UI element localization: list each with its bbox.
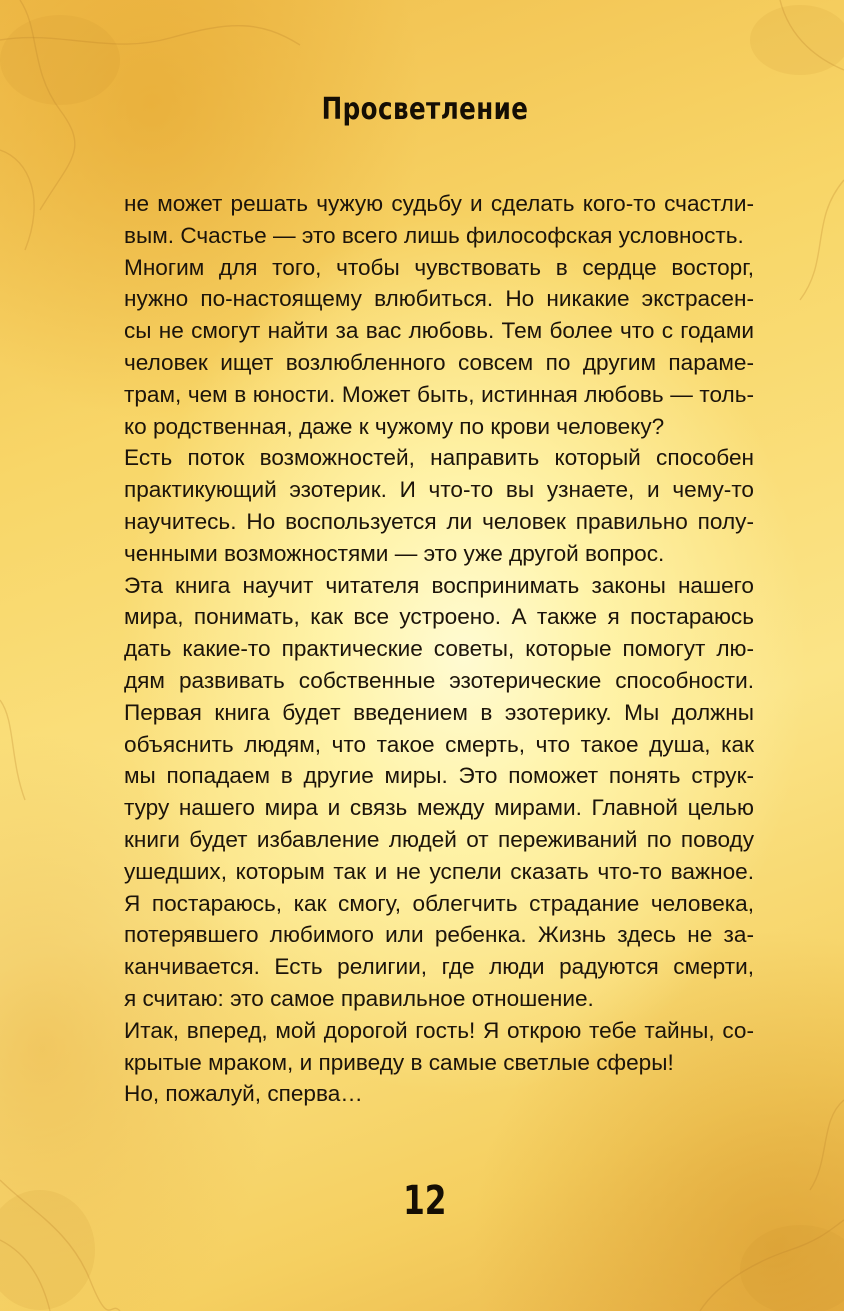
text-line: человек ищет возлюбленного совсем по другим параме- <box>124 349 754 375</box>
text-line: мы попадаем в другие миры. Это поможет понять струк- <box>124 763 754 789</box>
text-line: дям развивать собственные эзотерические способности. <box>124 667 754 693</box>
text-line: Есть поток возможностей, направить который способен <box>124 445 754 471</box>
text-line: трам, чем в юности. Может быть, истинная любовь — толь- <box>124 381 754 407</box>
text-line: я считаю: это самое правильное отношение. <box>124 985 594 1011</box>
text-line: мира, понимать, как все устроено. А также я постараюсь <box>124 604 754 630</box>
text-line: ченными возможностями — это уже другой вопрос. <box>124 540 665 566</box>
text-line: практикующий эзотерик. И что-то вы узнаете, и чему-то <box>124 477 754 503</box>
text-line: сы не смогут найти за вас любовь. Тем более что с годами <box>124 318 754 344</box>
text-line: ушедших, которым так и не успели сказать что-то важное. <box>124 858 754 884</box>
text-line: Но, пожалуй, сперва… <box>124 1081 363 1107</box>
text-line: канчивается. Есть религии, где люди радуются смерти, <box>124 954 754 980</box>
text-line: туру нашего мира и связь между мирами. Главной целью <box>124 795 754 821</box>
text-line: крытые мраком, и приведу в самые светлые сферы! <box>124 1049 674 1075</box>
text-line: нужно по-настоящему влюбиться. Но никакие экстрасен- <box>124 286 754 312</box>
text-line: научитесь. Но воспользуется ли человек правильно полу- <box>124 508 754 534</box>
running-header-title: Просветление <box>321 92 529 127</box>
text-line: ко родственная, даже к чужому по крови человеку? <box>124 413 665 439</box>
text-line: книги будет избавление людей от переживаний по поводу <box>124 826 754 852</box>
text-line: потерявшего любимого или ребенка. Жизнь здесь не за- <box>124 922 754 948</box>
text-line: вым. Счастье — это всего лишь философская условность. <box>124 222 744 248</box>
text-line: Первая книга будет введением в эзотерику. Мы должны <box>124 699 754 725</box>
text-line: дать какие-то практические советы, которые помогут лю- <box>124 636 754 662</box>
page-number: 12 <box>403 1178 447 1224</box>
text-line: не может решать чужую судьбу и сделать кого-то счастли- <box>124 191 754 216</box>
text-line: Многим для того, чтобы чувствовать в сердце восторг, <box>124 254 754 280</box>
text-line: Я постараюсь, как смогу, облегчить страдание человека, <box>124 890 754 916</box>
text-line: Эта книга научит читателя воспринимать законы нашего <box>124 572 754 598</box>
body-text <box>124 188 754 1110</box>
text-line: объяснить людям, что такое смерть, что такое душа, как <box>124 731 754 757</box>
text-line: Итак, вперед, мой дорогой гость! Я открою тебе тайны, со- <box>124 1017 754 1043</box>
